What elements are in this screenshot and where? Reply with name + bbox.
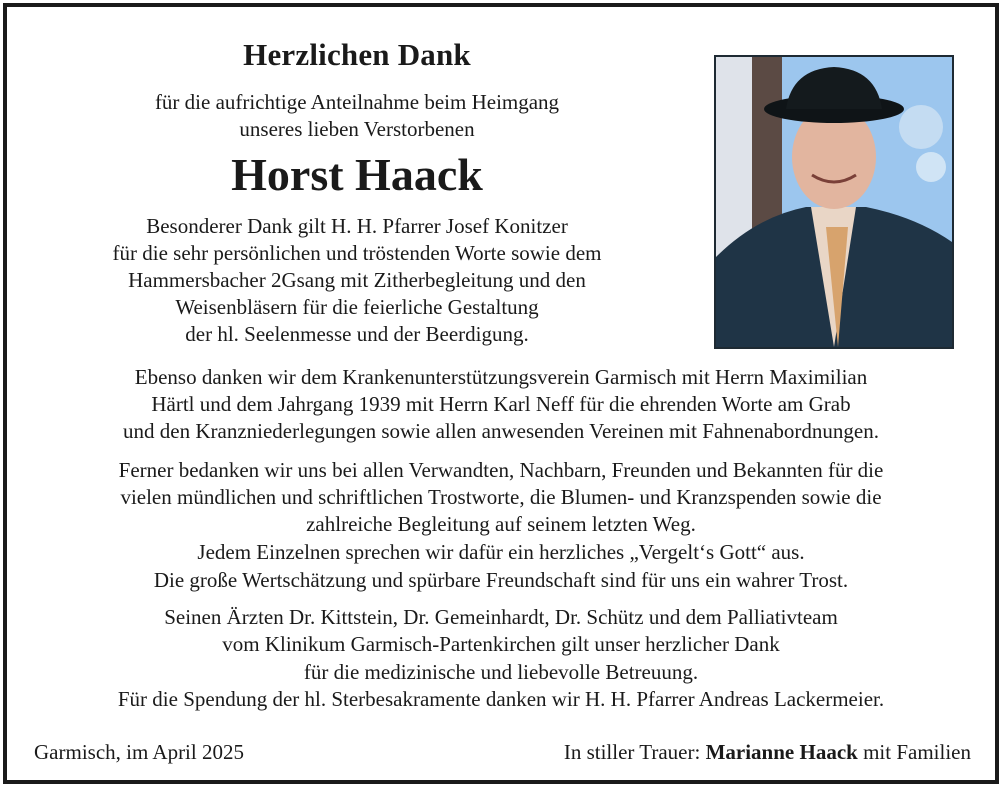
obituary-notice [3,3,999,784]
place-date: Garmisch, im April 2025 [34,740,244,764]
portrait-photo [714,55,954,349]
paragraph-4-line: vom Klinikum Garmisch-Partenkirchen gilt unser herzlicher Dank [222,632,780,656]
mourners-prefix: In stiller Trauer: [563,740,706,764]
portrait-illustration [716,57,952,347]
paragraph-2-line: und den Kranzniederlegungen sowie allen anwesenden Vereinen mit Fahnenabordnungen. [123,419,879,443]
paragraph-1-line: Weisenbläsern für die feierliche Gestaltung [175,295,539,319]
intro-line-2: unseres lieben Verstorbenen [239,117,475,141]
paragraph-4-line: Für die Spendung der hl. Sterbesakramente danken wir H. H. Pfarrer Andreas Lackermeier. [117,687,885,711]
intro-line-1: für die aufrichtige Anteilnahme beim Heimgang [154,90,560,114]
paragraph-2-line: Ebenso danken wir dem Krankenunterstützungsverein Garmisch mit Herrn Maximilian [134,365,868,389]
paragraph-3-line: Jedem Einzelnen sprechen wir dafür ein herzliches „Vergelt‘s Gott“ aus. [197,540,805,564]
mourners-name: Marianne Haack [705,740,858,764]
paragraph-4-line: Seinen Ärzten Dr. Kittstein, Dr. Gemeinhardt, Dr. Schütz und dem Palliativteam [164,605,838,629]
paragraph-2-line: Härtl und dem Jahrgang 1939 mit Herrn Karl Neff für die ehrenden Worte am Grab [151,392,851,416]
paragraph-3-line: zahlreiche Begleitung auf seinem letzten Weg. [306,512,696,536]
paragraph-1-line: Hammersbacher 2Gsang mit Zitherbegleitung und den [128,268,586,292]
mourners-suffix: mit Familien [857,740,971,764]
paragraph-3-line: Ferner bedanken wir uns bei allen Verwandten, Nachbarn, Freunden und Bekannten für die [118,458,884,482]
paragraph-3-line: Die große Wertschätzung und spürbare Freundschaft sind für uns ein wahrer Trost. [153,568,849,592]
heading: Herzlichen Dank [243,37,471,72]
deceased-name: Horst Haack [231,149,483,200]
paragraph-1-line: Besonderer Dank gilt H. H. Pfarrer Josef Konitzer [146,214,568,238]
paragraph-4-line: für die medizinische und liebevolle Betreuung. [303,660,699,684]
paragraph-3-line: vielen mündlichen und schriftlichen Trostworte, die Blumen- und Kranzspenden sowie die [120,485,882,509]
paragraph-1-line: für die sehr persönlichen und tröstenden Worte sowie dem [112,241,602,265]
mourners [564,740,971,765]
paragraph-1-line: der hl. Seelenmesse und der Beerdigung. [185,322,529,346]
